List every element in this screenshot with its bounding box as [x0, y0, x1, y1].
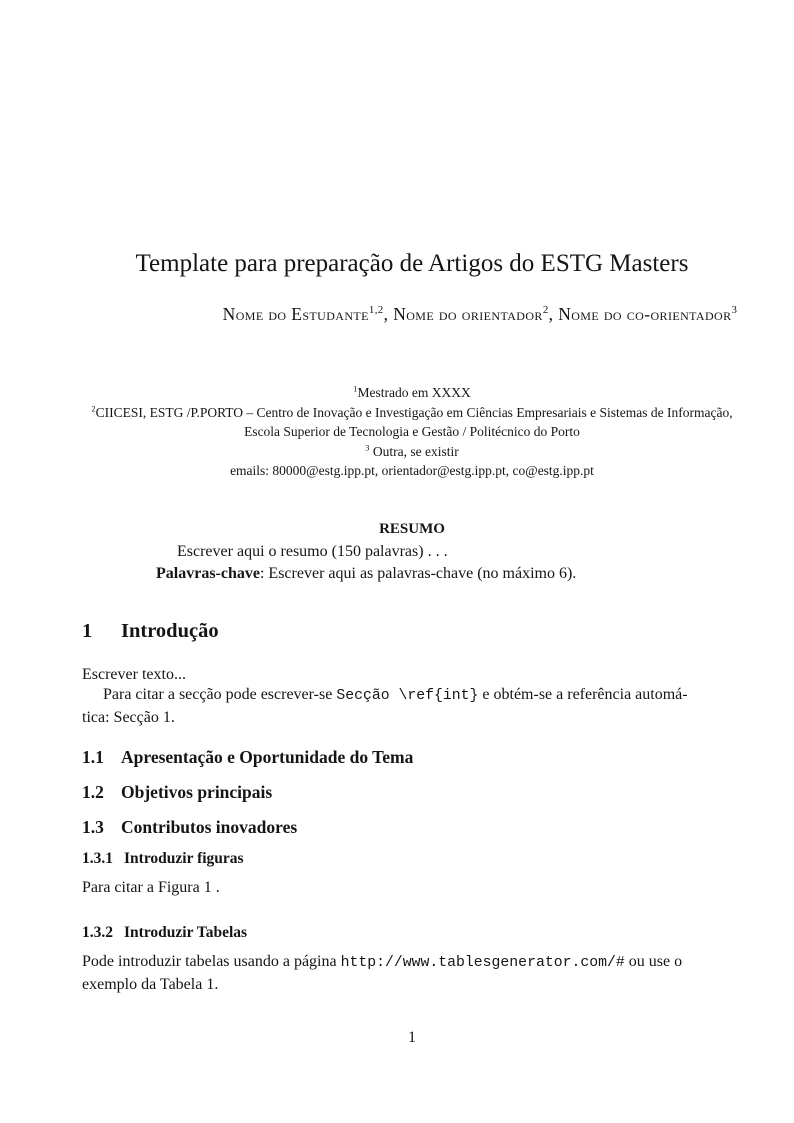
section-number: 1.3.2 — [82, 924, 113, 941]
author-affiliation-mark: 2 — [542, 304, 549, 317]
affiliation-text: CIICESI, ESTG /P.PORTO – Centro de Inovação e Investigação em Ciências Empresariais e Sistemas de Informação, Escola Superior de Tecnologia e Gestão / Politécnico do Porto — [95, 404, 733, 439]
section-title: Introdução — [121, 620, 219, 642]
paper-content — [82, 0, 742, 1123]
text-before-code: Para citar a secção pode escrever-se — [103, 686, 337, 703]
latex-code-inline: Secção \ref{int} — [336, 688, 479, 704]
section-number: 1 — [82, 620, 93, 642]
url-code-inline: http://www.tablesgenerator.com/# — [340, 955, 625, 971]
text-before-code: Pode introduzir tabelas usando a página — [82, 953, 341, 970]
section-heading-introduzir-tabelas — [82, 924, 742, 942]
affiliation-line — [82, 403, 742, 442]
section-heading-apresentacao — [82, 747, 742, 768]
text-after-code: ou use o — [624, 953, 683, 970]
section-title: Contributos inovadores — [121, 817, 298, 837]
affiliation-mark: 3 — [365, 443, 370, 452]
paragraph-cite-section — [82, 684, 742, 728]
affiliation-text: Outra, se existir — [369, 443, 459, 459]
affiliation-line — [82, 383, 742, 403]
keywords-text: : Escrever aqui as palavras-chave (no máximo 6). — [259, 565, 577, 582]
page-number: 1 — [408, 1029, 416, 1046]
paragraph-cite-figure: Para citar a Figura 1 . — [82, 879, 220, 896]
section-number: 1.1 — [82, 747, 104, 767]
text-after-code: e obtém-se a referência automá- — [478, 686, 688, 703]
affiliation-text: Mestrado em XXXX — [357, 385, 471, 400]
author-name: Nome do Estudante — [222, 304, 369, 324]
keywords-label: Palavras-chave — [156, 565, 260, 582]
affiliation-mark: 2 — [91, 404, 96, 413]
affiliation-line — [82, 442, 742, 462]
author-name: , Nome do co-orientador — [548, 304, 732, 324]
section-heading-contributos — [82, 817, 742, 838]
affiliation-mark: 1 — [353, 384, 358, 394]
author-affiliation-mark: 3 — [731, 304, 738, 317]
abstract-block — [82, 541, 794, 585]
paper-title: Template para preparação de Artigos do ESTG Masters — [135, 250, 689, 277]
section-title: Objetivos principais — [121, 782, 273, 802]
section-number: 1.3 — [82, 817, 104, 837]
section-heading-introduzir-figuras — [82, 850, 742, 868]
abstract-heading: RESUMO — [379, 521, 445, 537]
section-title: Introduzir Tabelas — [124, 924, 248, 941]
author-affiliation-mark: 1,2 — [368, 304, 384, 317]
abstract-text: Escrever aqui o resumo (150 palavras) . . . — [177, 543, 448, 560]
emails-line: emails: 80000@estg.ipp.pt, orientador@estg.ipp.pt, co@estg.ipp.pt — [230, 463, 594, 478]
paragraph-intro: Escrever texto... — [82, 666, 186, 683]
affiliations-block — [82, 383, 742, 481]
keywords-line — [156, 563, 794, 585]
author-name: , Nome do orientador — [383, 304, 543, 324]
paragraph-tables — [82, 951, 742, 995]
text-line2: tica: Secção 1. — [82, 709, 175, 726]
section-title: Introduzir figuras — [124, 850, 244, 867]
author-line — [150, 300, 794, 329]
section-heading-introducao — [82, 620, 742, 643]
section-number: 1.2 — [82, 782, 104, 802]
section-title: Apresentação e Oportunidade do Tema — [121, 747, 414, 767]
section-number: 1.3.1 — [82, 850, 113, 867]
section-heading-objetivos — [82, 782, 742, 803]
text-line2: exemplo da Tabela 1. — [82, 976, 219, 993]
